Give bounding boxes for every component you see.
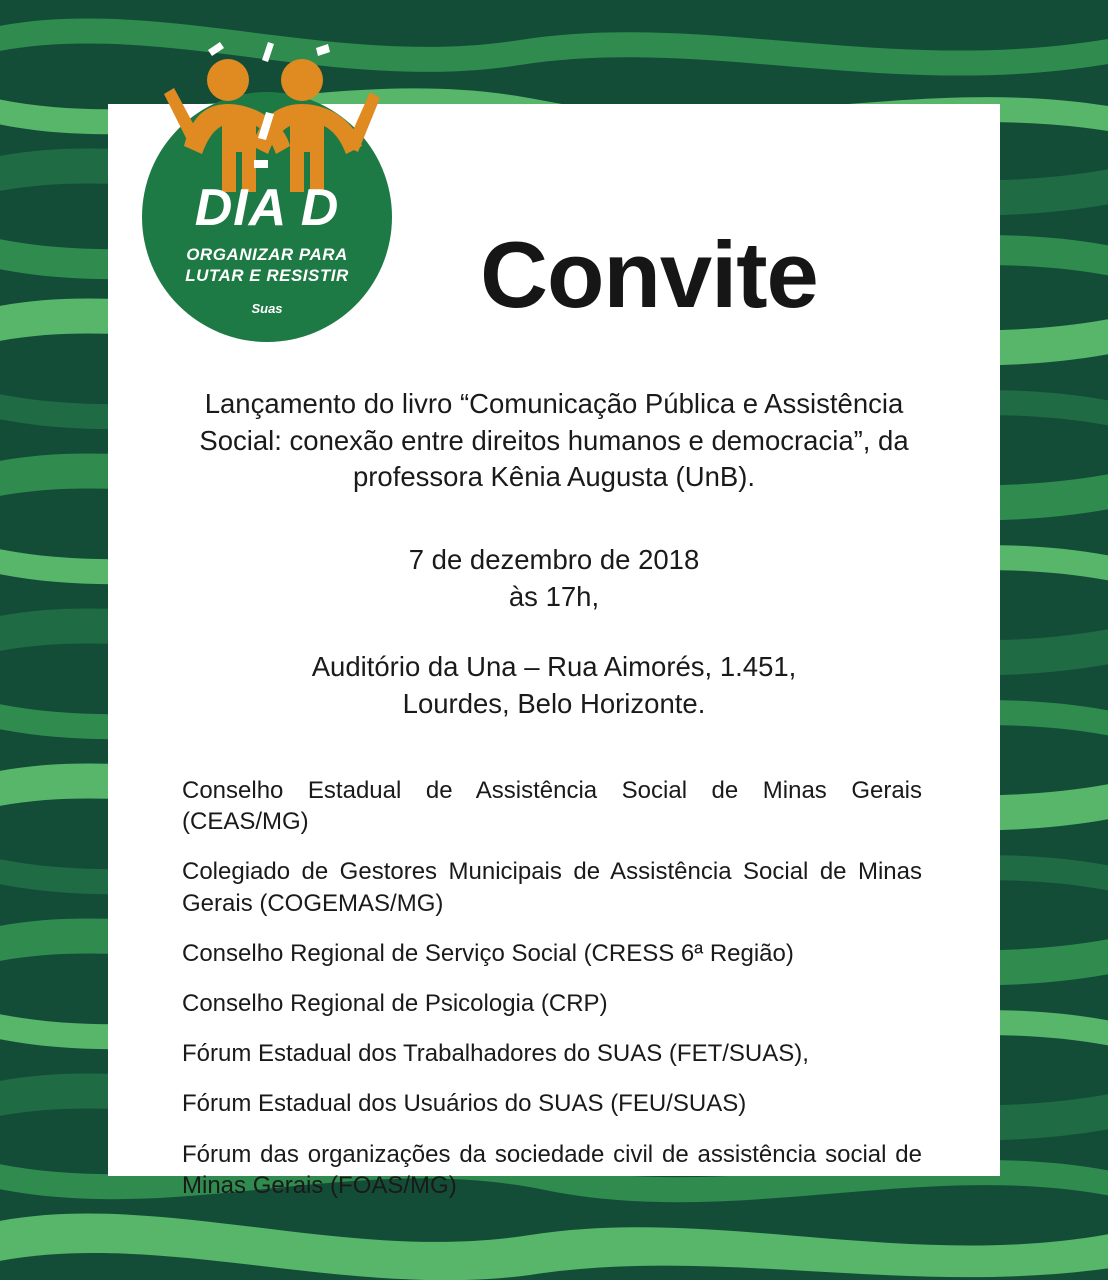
list-item: Conselho Regional de Psicologia (CRP) bbox=[182, 989, 608, 1017]
logo-footer: Suas bbox=[251, 300, 283, 316]
page-title: Convite bbox=[480, 222, 818, 327]
logo-title: DIA D bbox=[194, 179, 340, 237]
logo-subtitle-line2: LUTAR E RESISTIR bbox=[185, 266, 349, 286]
event-description: Lançamento do livro “Comunicação Pública e Assistência Social: conexão entre direitos humanos e democracia”, da professora Kênia Augusta (UnB). bbox=[199, 388, 909, 493]
list-item: Colegiado de Gestores Municipais de Assistência Social de Minas Gerais (COGEMAS/MG) bbox=[182, 858, 922, 917]
organizations-list bbox=[182, 775, 922, 1201]
venue-line-1: Auditório da Una – Rua Aimorés, 1.451, bbox=[311, 651, 797, 682]
venue-line-2: Lourdes, Belo Horizonte. bbox=[402, 688, 706, 720]
list-item: Fórum das organizações da sociedade civil de assistência social de Minas Gerais (FOAS/MG) bbox=[182, 1140, 922, 1199]
event-venue bbox=[160, 648, 948, 722]
list-item: Conselho Estadual de Assistência Social de Minas Gerais (CEAS/MG) bbox=[182, 777, 922, 836]
list-item: Fórum Estadual dos Usuários do SUAS (FEU/SUAS) bbox=[182, 1090, 747, 1118]
event-datetime bbox=[160, 541, 948, 615]
logo-subtitle-line1: ORGANIZAR PARA bbox=[186, 245, 348, 264]
event-date: 7 de dezembro de 2018 bbox=[408, 544, 700, 575]
list-item: Conselho Regional de Serviço Social (CRESS 6ª Região) bbox=[182, 939, 794, 967]
two-people-icon bbox=[150, 42, 390, 232]
event-time: às 17h, bbox=[508, 581, 600, 613]
list-item: Fórum Estadual dos Trabalhadores do SUAS (FET/SUAS), bbox=[182, 1040, 809, 1068]
